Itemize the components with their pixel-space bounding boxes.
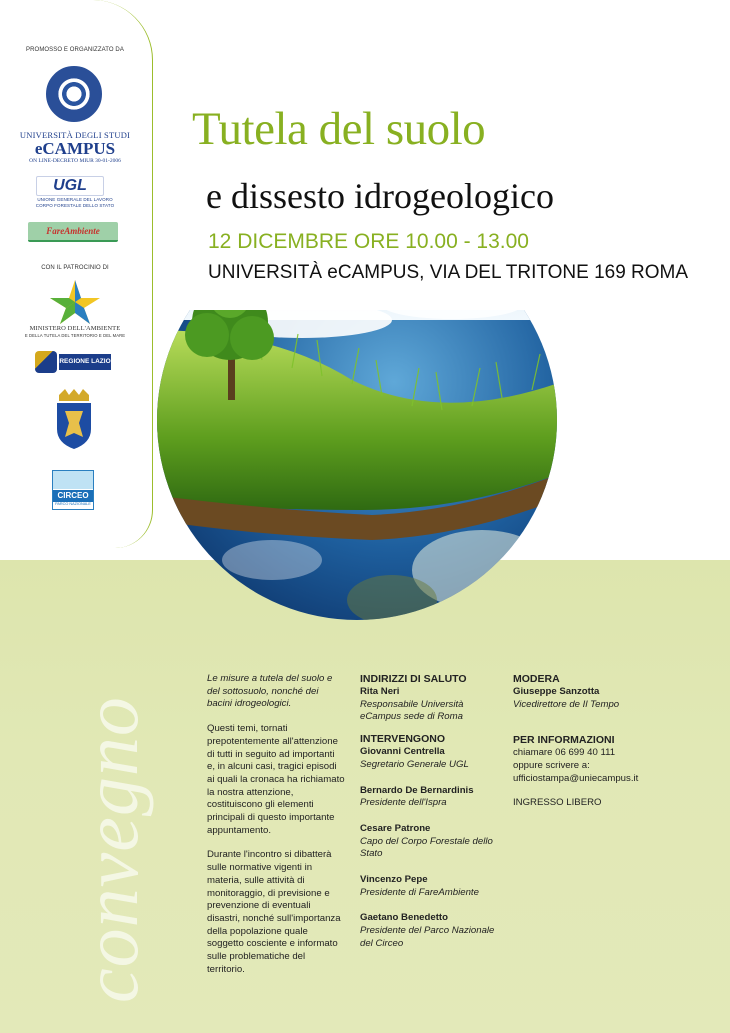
event-subtitle: e dissesto idrogeologico	[206, 176, 554, 216]
promoted-by-label: PROMOSSO E ORGANIZZATO DA	[26, 47, 124, 53]
university-seal-icon	[46, 66, 102, 122]
sponsor-sidebar	[0, 0, 153, 548]
globe-grass-illustration	[152, 310, 592, 640]
phone-text: chiamare 06 699 40 111	[513, 747, 616, 759]
ministry-star-icon	[48, 278, 102, 324]
greetings-heading: INDIRIZZI DI SALUTO	[360, 673, 467, 685]
ugl-logo: UGL	[36, 176, 104, 196]
speaker-role: Capo del Corpo Forestale dello Stato	[360, 835, 493, 860]
provincia-crest-icon	[53, 389, 95, 449]
ministry-name-line2: E DELLA TUTELA DEL TERRITORIO E DEL MARE	[24, 333, 126, 338]
speaker-name: Bernardo De Bernardinis	[360, 784, 474, 796]
regione-crest-icon	[35, 351, 57, 373]
description-column	[207, 673, 345, 988]
event-title: Tutela del suolo	[192, 103, 486, 155]
moderator-name: Giuseppe Sanzotta	[513, 686, 600, 697]
ecampus-logo: eCAMPUS	[34, 139, 116, 158]
greeting-name: Rita Neri	[360, 686, 400, 697]
speaker-role: Presidente di FareAmbiente	[360, 886, 479, 898]
ugl-subtitle-2: CORPO FORESTALE DELLO STATO	[35, 203, 115, 208]
speaker-name: Cesare Patrone	[360, 822, 431, 834]
moderator-role: Vicedirettore de Il Tempo	[513, 698, 620, 710]
intro-text: Le misure a tutela del suolo e del sottosuolo, nonché dei bacini idrogeologici.	[207, 673, 333, 710]
speaker-role: Presidente del Parco Nazionale del Circeo	[360, 925, 495, 949]
greeting-role: Responsabile Università eCampus sede di Roma	[360, 698, 464, 723]
ugl-subtitle-1: UNIONE GENERALE DEL LAVORO	[37, 197, 113, 202]
email-link[interactable]: ufficiostampa@uniecampus.it	[513, 772, 639, 784]
event-venue: UNIVERSITÀ eCAMPUS, VIA DEL TRITONE 169 ROMA	[208, 262, 689, 283]
circeo-bird-icon	[53, 471, 93, 489]
speakers-column	[360, 673, 505, 951]
university-name-line2: ON LINE-DECRETO MIUR 30-01-2006	[29, 158, 121, 164]
fareambiente-logo: FareAmbiente	[28, 222, 118, 242]
info-heading: PER INFORMAZIONI	[513, 734, 615, 747]
paragraph-1: Questi temi, tornati prepotentemente all'attenzione di tutti in seguito ad importanti e, in alcuni casi, tragici episodi ai quali la cronaca ha richiamato la nostra attenzione, costituiscono gli elementi principali di questo importante appuntamento.	[207, 723, 345, 836]
speakers-heading: INTERVENGONO	[360, 733, 445, 746]
speaker-role: Presidente dell'Ispra	[360, 797, 447, 809]
paragraph-2: Durante l'incontro si dibatterà sulle normative vigenti in materia, sulle attività di monitoraggio, di previsione e prevenzione di eventuali disastri, nonché sull'importanza della popolazione quale soggetto cosciente e informato sulle problematiche del territorio.	[207, 849, 341, 975]
speaker-name: Giovanni Centrella	[360, 746, 445, 758]
circeo-logo: CIRCEO PARCO NAZIONALE	[52, 470, 94, 510]
speaker-name: Vincenzo Pepe	[360, 874, 428, 886]
ministry-name-line1: MINISTERO DELL'AMBIENTE	[29, 325, 121, 332]
email-prefix-text: oppure scrivere a:	[513, 760, 590, 772]
convegno-vertical-word: convegno	[67, 696, 154, 1003]
free-entry-text: INGRESSO LIBERO	[513, 796, 602, 808]
speaker-role: Segretario Generale UGL	[360, 758, 469, 770]
university-name-line1: UNIVERSITÀ DEGLI STUDI	[19, 130, 131, 140]
regione-lazio-logo: REGIONE LAZIO	[35, 351, 112, 373]
info-column	[513, 673, 663, 809]
patronage-label: CON IL PATROCINIO DI	[41, 265, 109, 271]
speaker-name: Gaetano Benedetto	[360, 912, 448, 924]
moderator-heading: MODERA	[513, 673, 560, 685]
event-date-time: 12 DICEMBRE ORE 10.00 - 13.00	[208, 230, 529, 253]
